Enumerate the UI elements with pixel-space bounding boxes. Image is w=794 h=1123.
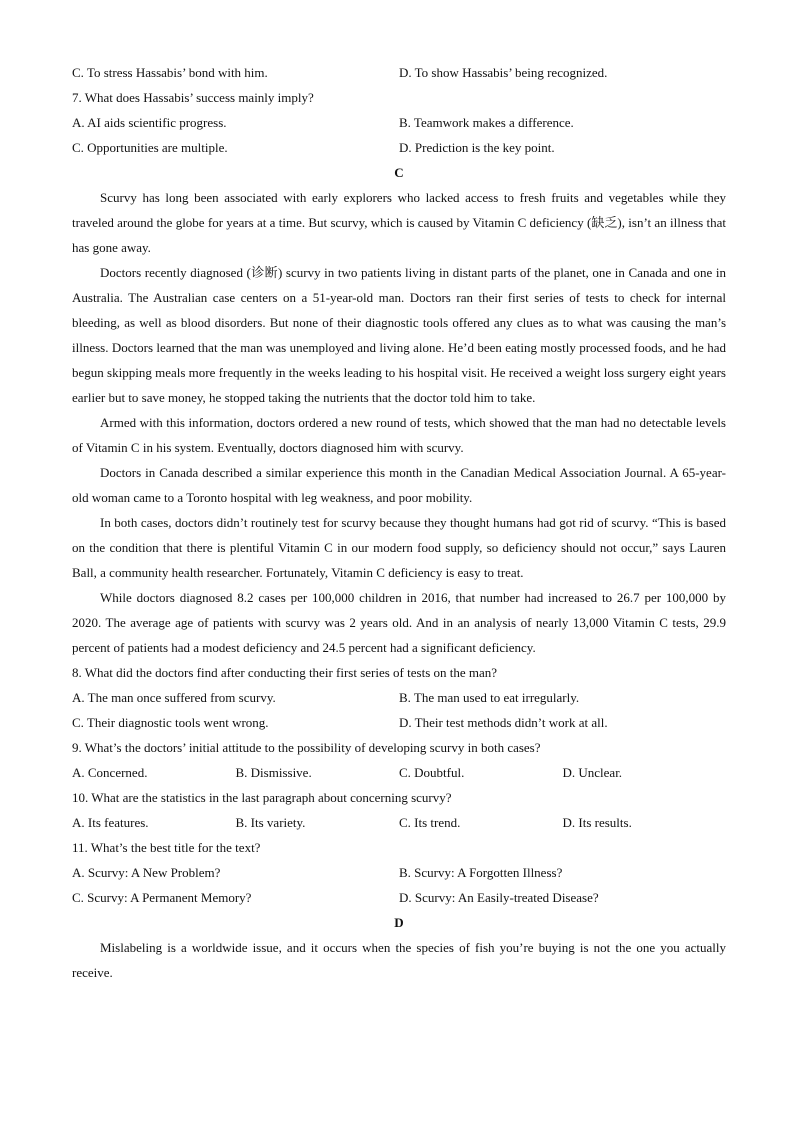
q6-options-row — [72, 60, 726, 85]
passage-paragraph: Mislabeling is a worldwide issue, and it occurs when the species of fish you’re buying is not the one you actually receive. — [72, 940, 726, 980]
q9-option-b[interactable]: B. Dismissive. — [235, 765, 312, 780]
q9-option-a[interactable]: A. Concerned. — [72, 765, 148, 780]
passage-paragraph: Armed with this information, doctors ordered a new round of tests, which showed that the man had no detectable levels of Vitamin C in his system. Eventually, doctors diagnosed him with scurvy. — [72, 415, 726, 455]
q6-option-d[interactable]: D. To show Hassabis’ being recognized. — [399, 65, 608, 80]
page-content — [72, 60, 726, 985]
q11-option-b[interactable]: B. Scurvy: A Forgotten Illness? — [399, 865, 563, 880]
passage-paragraph: While doctors diagnosed 8.2 cases per 100,000 children in 2016, that number had increased to 26.7 per 100,000 by 2020. The average age of patients with scurvy was 2 years old. And in an analysis of nearly 13,000 Vitamin C tests, 29.9 percent of patients had a modest deficiency and 24.5 percent had a significant deficiency. — [72, 590, 726, 655]
q7-options-row-2 — [72, 135, 726, 160]
q11-stem: 11. What’s the best title for the text? — [72, 840, 261, 855]
q11-option-d[interactable]: D. Scurvy: An Easily-treated Disease? — [399, 890, 599, 905]
passage-paragraph: In both cases, doctors didn’t routinely test for scurvy because they thought humans had got rid of scurvy. “This is based on the condition that there is plentiful Vitamin C in our modern food supply, so deficiency should not occur,” says Lauren Ball, a community health researcher. Fortunately, Vitamin C deficiency is easy to treat. — [72, 515, 726, 580]
q8-option-c[interactable]: C. Their diagnostic tools went wrong. — [72, 715, 269, 730]
q9-option-c[interactable]: C. Doubtful. — [399, 765, 465, 780]
q10-options-row — [72, 810, 726, 835]
section-d-heading: D — [394, 915, 404, 930]
q9-stem: 9. What’s the doctors’ initial attitude to the possibility of developing scurvy in both cases? — [72, 740, 541, 755]
q7-option-d[interactable]: D. Prediction is the key point. — [399, 140, 555, 155]
q8-options-row-1 — [72, 685, 726, 710]
q10-option-d[interactable]: D. Its results. — [562, 815, 632, 830]
q7-option-b[interactable]: B. Teamwork makes a difference. — [399, 115, 574, 130]
passage-paragraph: Doctors recently diagnosed (诊断) scurvy in two patients living in distant parts of the planet, one in Canada and one in Australia. The Australian case centers on a 51-year-old man. Doctors ran their first series of tests to check for internal bleeding, as well as blood disorders. But none of their diagnostic tools offered any clues as to what was causing the man’s illness. Doctors learned that the man was unemployed and living alone. He’d been eating mostly processed foods, and he had begun skipping meals more frequently in the weeks leading to his hospital visit. He received a weight loss surgery eight years earlier but to save money, he stopped taking the nutrients that the doctor told him to take. — [72, 265, 726, 405]
q7-option-a[interactable]: A. AI aids scientific progress. — [72, 115, 227, 130]
q7-option-c[interactable]: C. Opportunities are multiple. — [72, 140, 228, 155]
q10-option-c[interactable]: C. Its trend. — [399, 815, 461, 830]
q8-option-b[interactable]: B. The man used to eat irregularly. — [399, 690, 580, 705]
q11-option-a[interactable]: A. Scurvy: A New Problem? — [72, 865, 221, 880]
section-d-passage — [72, 935, 726, 985]
q9-options-row — [72, 760, 726, 785]
passage-paragraph: Doctors in Canada described a similar experience this month in the Canadian Medical Association Journal. A 65-year-old woman came to a Toronto hospital with leg weakness, and poor mobility. — [72, 465, 726, 505]
section-c-heading: C — [394, 165, 404, 180]
q8-stem: 8. What did the doctors find after conducting their first series of tests on the man? — [72, 665, 498, 680]
q11-options-row-2 — [72, 885, 726, 910]
q9-option-d[interactable]: D. Unclear. — [562, 765, 623, 780]
q6-option-c[interactable]: C. To stress Hassabis’ bond with him. — [72, 65, 268, 80]
q11-option-c[interactable]: C. Scurvy: A Permanent Memory? — [72, 890, 252, 905]
q7-options-row-1 — [72, 110, 726, 135]
q11-options-row-1 — [72, 860, 726, 885]
q10-stem: 10. What are the statistics in the last paragraph about concerning scurvy? — [72, 790, 452, 805]
q8-options-row-2 — [72, 710, 726, 735]
q7-stem: 7. What does Hassabis’ success mainly imply? — [72, 90, 314, 105]
section-c-passage — [72, 185, 726, 660]
q10-option-a[interactable]: A. Its features. — [72, 815, 149, 830]
q8-option-d[interactable]: D. Their test methods didn’t work at all. — [399, 715, 608, 730]
q10-option-b[interactable]: B. Its variety. — [235, 815, 306, 830]
passage-paragraph: Scurvy has long been associated with early explorers who lacked access to fresh fruits and vegetables while they traveled around the globe for years at a time. But scurvy, which is caused by Vitamin C deficiency (缺乏), isn’t an illness that has gone away. — [72, 190, 726, 255]
q8-option-a[interactable]: A. The man once suffered from scurvy. — [72, 690, 276, 705]
